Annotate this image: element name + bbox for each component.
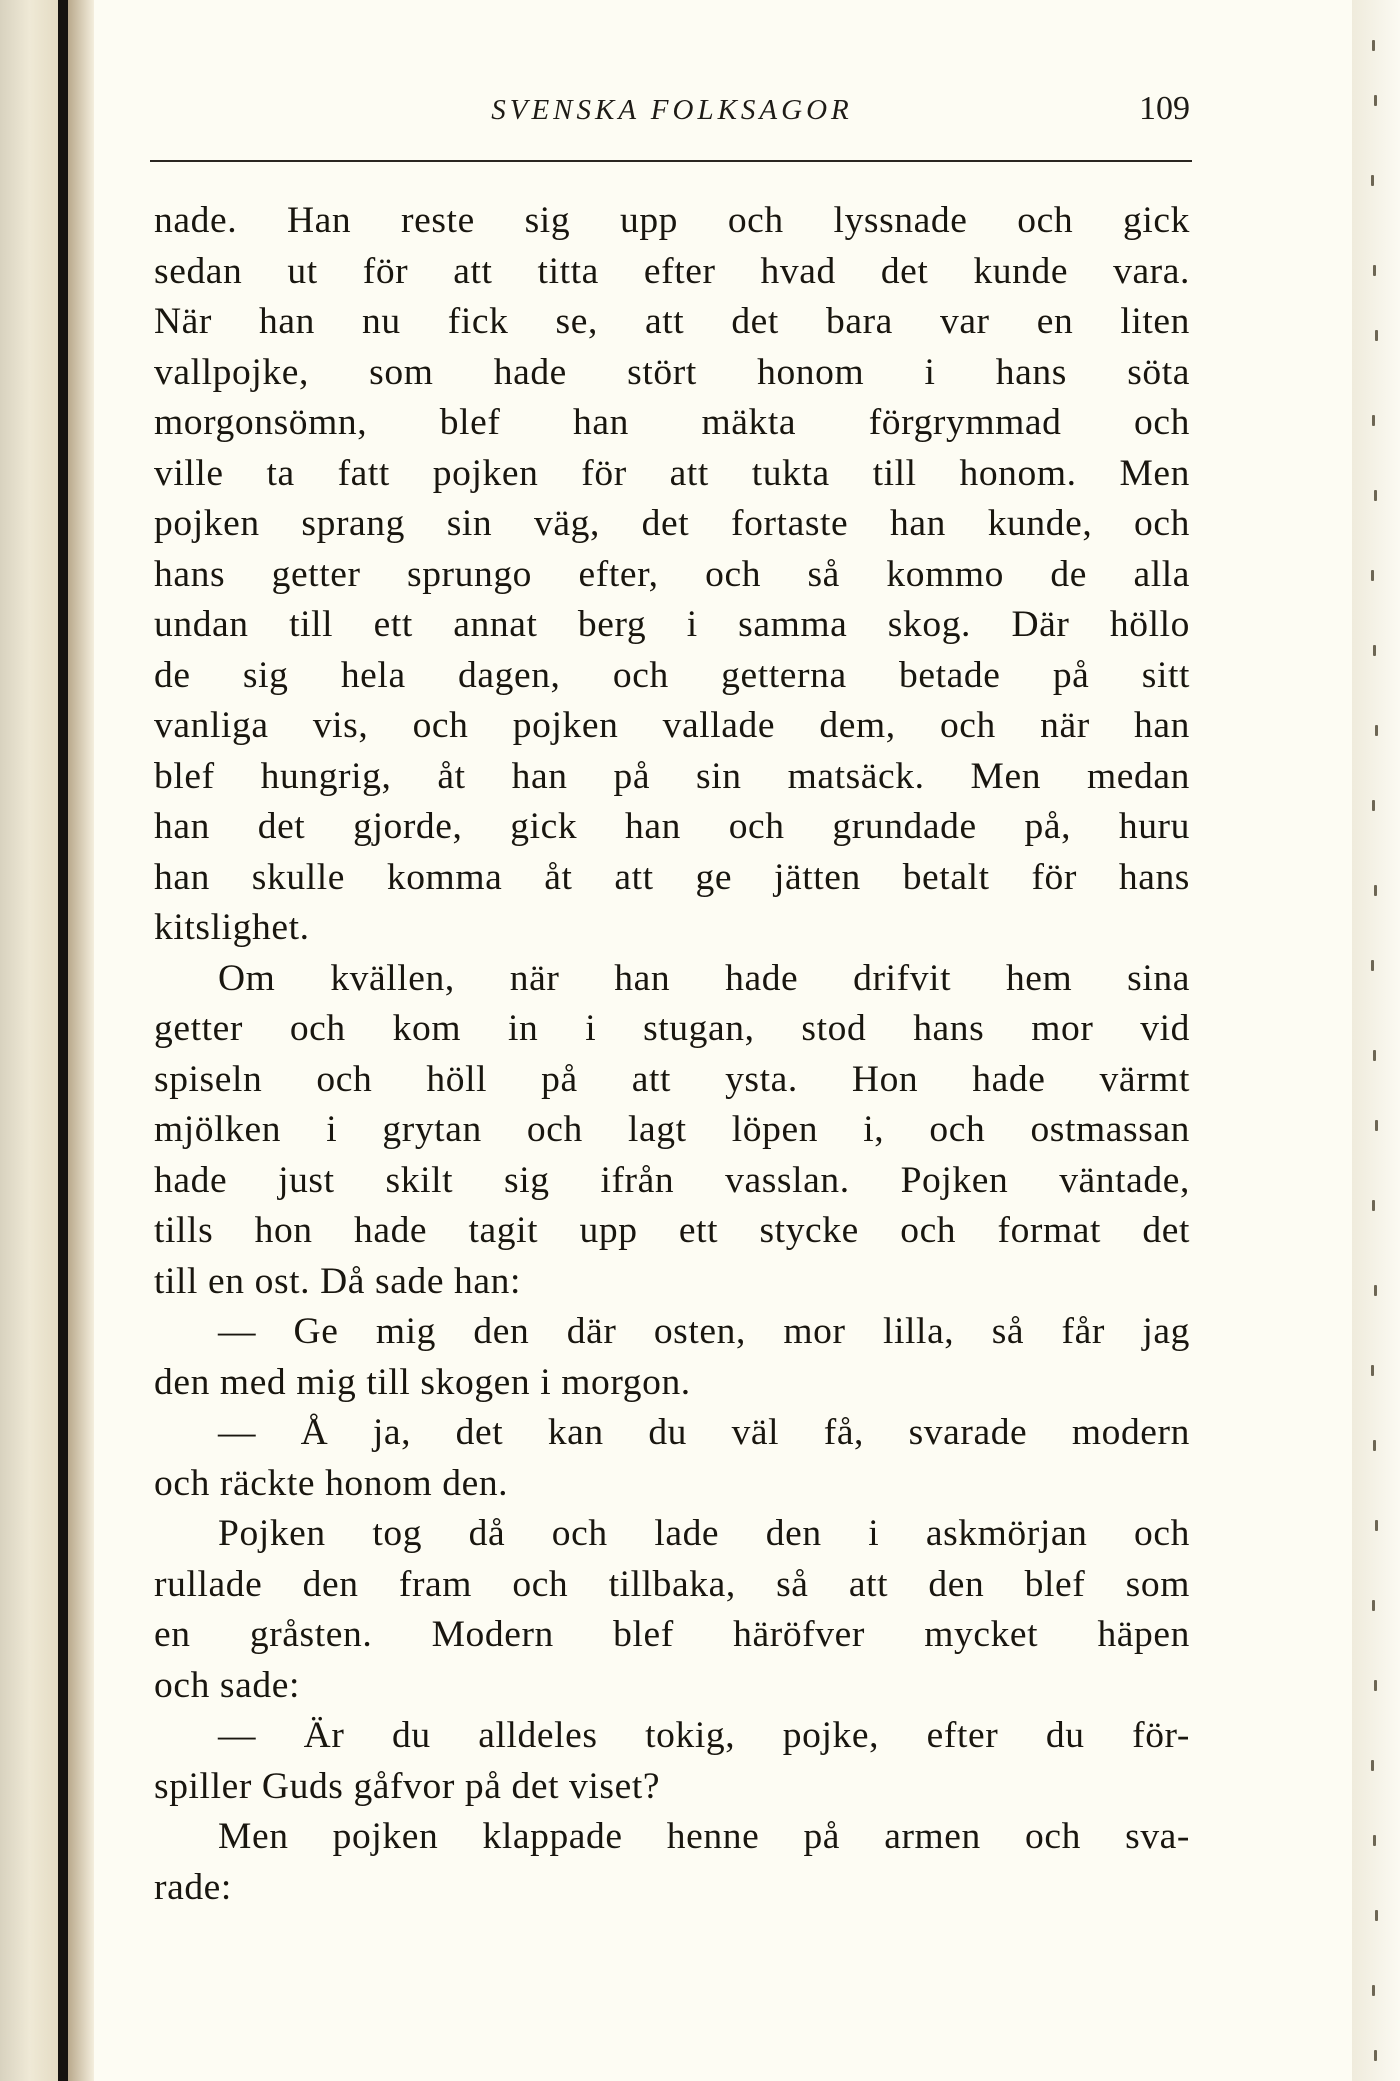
paragraph xyxy=(154,954,1190,1308)
text-line: hade just skilt sig ifrån vasslan. Pojken väntade, xyxy=(154,1159,1190,1201)
header-rule xyxy=(150,160,1192,162)
text-line: morgonsömn, blef han mäkta förgrymmad och xyxy=(154,402,1190,443)
body-text xyxy=(154,196,1190,1913)
text-line: de sig hela dagen, och getterna betade på sitt xyxy=(154,654,1190,696)
text-line: tills hon hade tagit upp ett stycke och format det xyxy=(154,1210,1190,1251)
paragraph xyxy=(154,1711,1190,1812)
paragraph xyxy=(154,1812,1190,1913)
running-title: SVENSKA FOLKSAGOR xyxy=(491,94,853,126)
running-header xyxy=(154,88,1190,148)
text-line: den med mig till skogen i morgon. xyxy=(154,1361,691,1403)
text-line: vanliga vis, och pojken vallade dem, och när han xyxy=(154,705,1190,746)
text-line: getter och kom in i stugan, stod hans mor vid xyxy=(154,1008,1190,1049)
text-line: och räckte honom den. xyxy=(154,1462,509,1504)
text-line: vallpojke, som hade stört honom i hans söta xyxy=(154,351,1190,393)
page-edge-strip xyxy=(1352,0,1400,2081)
text-line: mjölken i grytan och lagt löpen i, och ostmassan xyxy=(154,1109,1190,1150)
text-line: Men pojken klappade henne på armen och sva- xyxy=(218,1816,1190,1857)
text-line: sedan ut för att titta efter hvad det kunde vara. xyxy=(154,250,1190,292)
paragraph xyxy=(154,196,1190,954)
paragraph xyxy=(154,1509,1190,1711)
text-line: Om kvällen, när han hade drifvit hem sina xyxy=(218,957,1190,999)
text-line: — Ge mig den där osten, mor lilla, så får jag xyxy=(218,1311,1190,1352)
text-line: När han nu fick se, att det bara var en liten xyxy=(154,301,1190,342)
text-line: och sade: xyxy=(154,1664,300,1706)
text-line: nade. Han reste sig upp och lyssnade och gick xyxy=(154,200,1190,241)
text-line: en gråsten. Modern blef häröfver mycket häpen xyxy=(154,1614,1190,1655)
text-line: ville ta fatt pojken för att tukta till honom. Men xyxy=(154,452,1190,494)
gutter-shadow xyxy=(68,0,94,2081)
text-line: hans getter sprungo efter, och så kommo de alla xyxy=(154,553,1190,595)
paragraph xyxy=(154,1408,1190,1509)
text-line: till en ost. Då sade han: xyxy=(154,1260,522,1302)
text-line: spiller Guds gåfvor på det viset? xyxy=(154,1765,661,1807)
text-line: kitslighet. xyxy=(154,907,310,948)
binding-edge xyxy=(58,0,68,2081)
text-line: blef hungrig, åt han på sin matsäck. Men medan xyxy=(154,755,1190,797)
paragraph xyxy=(154,1307,1190,1408)
text-line: rullade den fram och tillbaka, så att den blef som xyxy=(154,1563,1190,1605)
page-number: 109 xyxy=(1139,90,1190,127)
text-line: pojken sprang sin väg, det fortaste han kunde, och xyxy=(154,503,1190,544)
text-line: spiseln och höll på att ysta. Hon hade värmt xyxy=(154,1058,1190,1100)
text-line: han det gjorde, gick han och grundade på, huru xyxy=(154,806,1190,847)
text-line: undan till ett annat berg i samma skog. Där höllo xyxy=(154,604,1190,645)
text-line: — Är du alldeles tokig, pojke, efter du för- xyxy=(218,1715,1190,1756)
book-binding xyxy=(0,0,58,2081)
text-line: Pojken tog då och lade den i askmörjan och xyxy=(218,1513,1190,1554)
text-line: — Å ja, det kan du väl få, svarade modern xyxy=(218,1412,1190,1453)
text-line: han skulle komma åt att ge jätten betalt för hans xyxy=(154,856,1190,898)
text-line: rade: xyxy=(154,1866,232,1908)
